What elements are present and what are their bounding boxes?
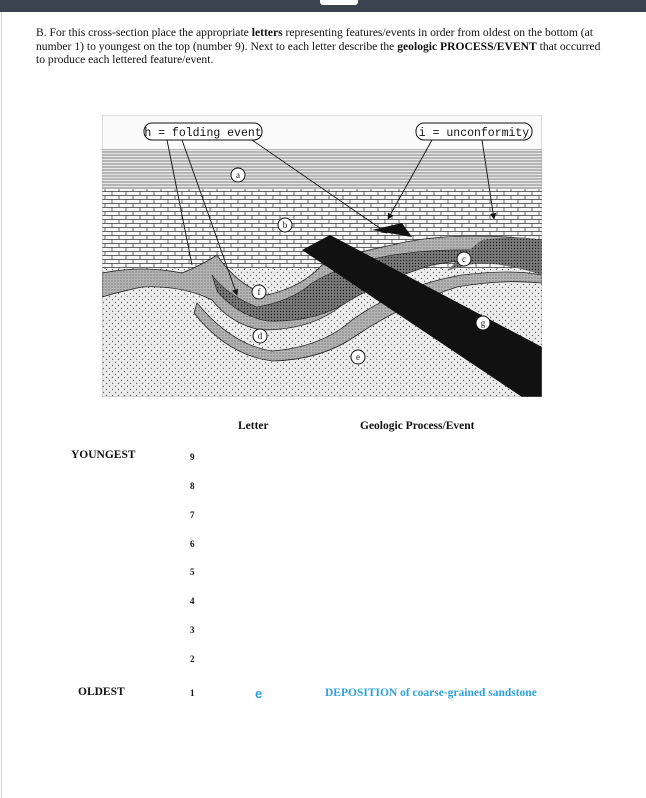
top-tab-indicator	[320, 0, 358, 5]
column-header-letter: Letter	[238, 420, 269, 432]
label-g: g	[480, 318, 486, 328]
label-youngest: YOUNGEST	[71, 449, 136, 461]
answer-process-row-1[interactable]: DEPOSITION of coarse-grained sandstone	[325, 687, 537, 699]
callout-folding-event: h = folding event	[144, 127, 262, 140]
callout-unconformity: i = unconformity	[418, 127, 530, 140]
row-number-3: 3	[190, 625, 195, 635]
emphasis-letters: letters	[251, 26, 283, 39]
question-instructions: B. For this cross-section place the appropriate letters representing features/events in order from oldest on the bottom (at number 1) to youngest on the top (number 9). Next to each letter describe the geologic PROCESS/EVENT that occurred to produce each lettered feature/event.	[36, 26, 601, 67]
emphasis-process: geologic PROCESS/EVENT	[397, 39, 537, 53]
row-number-8: 8	[190, 481, 195, 491]
label-a: a	[236, 170, 240, 180]
label-c: c	[462, 254, 466, 264]
row-number-9: 9	[190, 452, 195, 462]
label-f: f	[257, 287, 261, 297]
answer-letter-row-1[interactable]: e	[255, 686, 263, 701]
row-number-7: 7	[190, 510, 195, 520]
row-number-1: 1	[190, 688, 195, 698]
geologic-cross-section-figure	[102, 115, 542, 397]
column-header-process: Geologic Process/Event	[360, 420, 475, 432]
label-oldest: OLDEST	[78, 686, 125, 698]
label-b: b	[282, 220, 288, 230]
row-number-2: 2	[190, 654, 195, 664]
label-e: e	[356, 352, 360, 362]
browser-top-bar	[0, 0, 646, 12]
row-number-4: 4	[190, 596, 195, 606]
row-number-6: 6	[190, 539, 195, 549]
row-number-5: 5	[190, 567, 195, 577]
label-d: d	[257, 331, 263, 341]
